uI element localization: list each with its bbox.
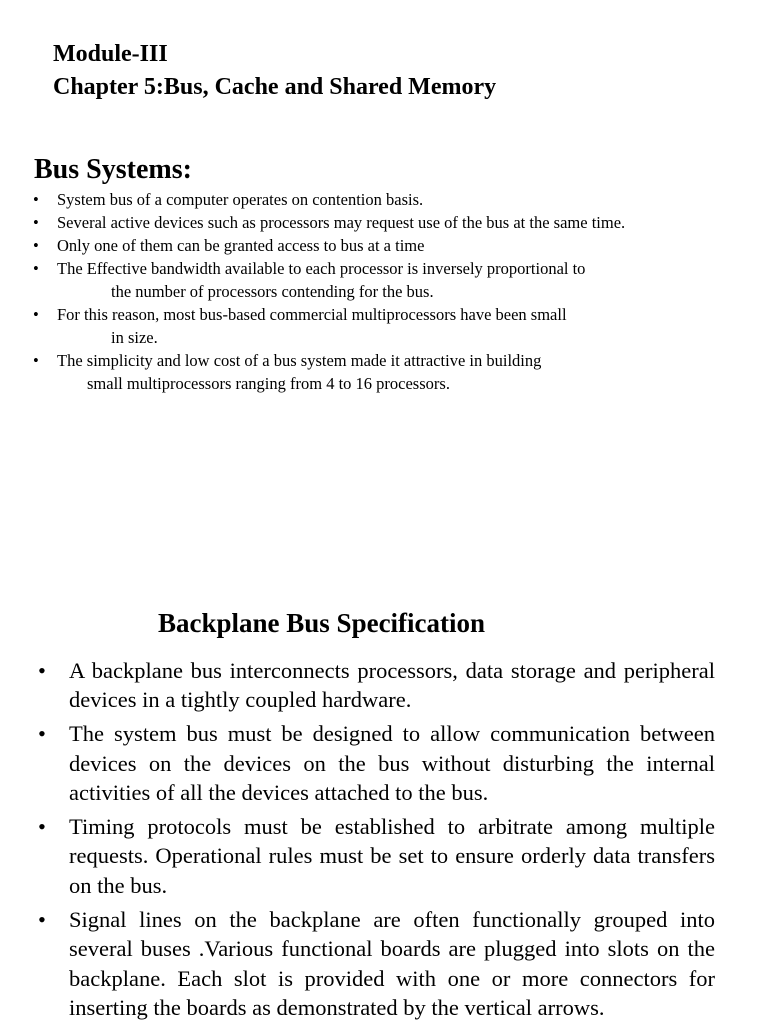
bullet-continuation-text: the number of processors contending for the bus.: [111, 282, 434, 301]
bullet-dot-icon: •: [33, 190, 39, 209]
list-item: [0, 188, 740, 211]
list-item: [0, 349, 740, 395]
list-item: [0, 905, 715, 1023]
bullet-dot-icon: •: [33, 213, 39, 232]
bullet-dot-icon: •: [38, 906, 46, 932]
bullet-dot-icon: •: [33, 351, 39, 370]
list-item: [0, 257, 740, 303]
bullet-continuation-text: small multiprocessors ranging from 4 to 16 processors.: [87, 374, 450, 393]
bullet-text: A backplane bus interconnects processors, data storage and peripheral devices in a tightly coupled hardware.: [69, 658, 715, 713]
bullet-dot-icon: •: [38, 658, 46, 683]
bullet-dot-icon: •: [33, 305, 39, 324]
bullet-text: The simplicity and low cost of a bus system made it attractive in building: [57, 351, 542, 370]
bullet-dot-icon: •: [38, 814, 46, 840]
bullet-text: For this reason, most bus-based commercial multiprocessors have been small: [57, 305, 567, 324]
list-item: [0, 656, 715, 715]
module-title: Module-III: [53, 41, 168, 67]
bullet-text: Timing protocols must be established to arbitrate among multiple requests. Operational rules must be set to ensure orderly data transfers on the bus.: [69, 814, 715, 898]
bullet-text: Several active devices such as processors may request use of the bus at the same time.: [57, 213, 626, 232]
slide-bus-systems: [0, 0, 768, 512]
chapter-title: Chapter 5:Bus, Cache and Shared Memory: [53, 74, 497, 100]
bullet-continuation-text: in size.: [111, 328, 158, 347]
bullet-text: System bus of a computer operates on contention basis.: [57, 190, 424, 209]
backplane-bullet-list: [0, 656, 715, 1027]
bullet-dot-icon: •: [33, 236, 39, 255]
section-heading-bus-systems: Bus Systems:: [34, 154, 192, 185]
slide-backplane-bus: [0, 512, 768, 1024]
list-item: [0, 234, 740, 257]
bullet-text: Only one of them can be granted access to bus at a time: [57, 236, 425, 255]
list-item: [0, 812, 715, 900]
bullet-text: Signal lines on the backplane are often functionally grouped into several buses .Various functional boards are plugged into slots on the backplane. Each slot is provided with one or more connectors for inserting the boards as demonstrated by the vertical arrows.: [69, 906, 715, 1020]
bus-systems-bullet-list: [0, 188, 740, 395]
bullet-dot-icon: •: [38, 721, 46, 747]
bullet-dot-icon: •: [33, 259, 39, 278]
list-item: [0, 719, 715, 807]
bullet-text: The Effective bandwidth available to each processor is inversely proportional to: [57, 259, 586, 278]
bullet-text: The system bus must be designed to allow communication between devices on the devices on the bus without disturbing the internal activities of all the devices attached to the bus.: [69, 721, 715, 806]
list-item: [0, 303, 740, 349]
section-heading-backplane-bus: Backplane Bus Specification: [158, 608, 486, 638]
list-item: [0, 211, 740, 234]
